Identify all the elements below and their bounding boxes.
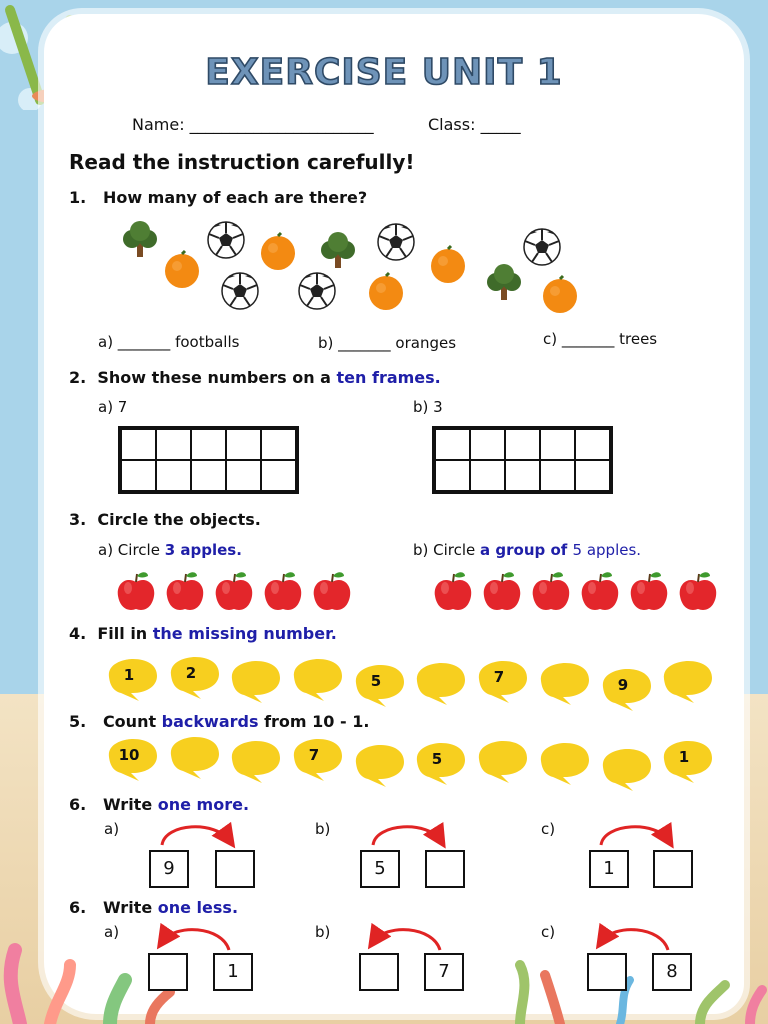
question-4: 4. Fill in the missing number. [69,624,337,643]
coral-icon [500,950,768,1024]
speech-bubble: 5 [350,663,412,707]
curved-arrow-icon [0,918,768,958]
one-less-given-a: 1 [213,953,253,991]
speech-bubble[interactable] [658,659,720,703]
apple-icon [216,572,253,610]
speech-bubble[interactable] [473,739,535,783]
one-more-label-b: b) [315,820,331,838]
orange-icon [165,251,199,288]
tree-icon [321,232,355,268]
tree-icon [487,264,521,300]
question-text: How many of each are there? [102,188,368,207]
answer-oranges[interactable]: b) _______ oranges [318,334,457,352]
tree-icon [123,221,157,257]
name-field[interactable]: Name: _______________________ [132,115,374,134]
football-icon [208,222,244,258]
ten-frame-label-a: a) 7 [98,398,128,416]
one-less-answer-c[interactable] [587,953,627,991]
question-3: 3. Circle the objects. [69,510,261,529]
football-icon [524,229,560,265]
orange-icon [369,273,403,310]
question-5: 5. Count backwards from 10 - 1. [69,712,370,731]
apple-icon [118,572,155,610]
apple-icon [435,572,472,610]
question-2: 2. Show these numbers on a ten frames. [69,368,441,387]
football-icon [222,273,258,309]
question-6-one-less: 6. Write one less. [69,898,239,917]
question-number: 1. [69,188,87,207]
circle-apples-b: b) Circle a group of 5 apples. [413,541,642,559]
speech-bubble[interactable] [226,739,288,783]
curved-arrow-icon [0,815,768,855]
speech-bubble[interactable] [535,661,597,705]
speech-bubble: 5 [411,741,473,785]
football-icon [299,273,335,309]
one-more-answer-a[interactable] [215,850,255,888]
ten-frame-a[interactable] [118,426,299,494]
page-title: EXERCISE UNIT 1 [205,52,563,93]
one-less-given-b: 7 [424,953,464,991]
circle-apples-a: a) Circle 3 apples. [98,541,242,559]
one-less-label-c: c) [541,923,556,941]
speech-bubble[interactable] [411,661,473,705]
one-more-answer-c[interactable] [653,850,693,888]
speech-bubble: 10 [103,737,165,781]
one-less-label-a: a) [104,923,120,941]
speech-bubble: 7 [473,659,535,703]
one-more-given-c: 1 [589,850,629,888]
orange-icon [543,276,577,313]
one-more-label-c: c) [541,820,556,838]
ten-frame-label-b: b) 3 [413,398,443,416]
apple-icon [680,572,717,610]
speech-bubble: 7 [288,737,350,781]
apples-row [110,568,730,614]
speech-bubble[interactable] [288,657,350,701]
question-6-one-more: 6. Write one more. [69,795,250,814]
one-more-answer-b[interactable] [425,850,465,888]
orange-icon [431,246,465,283]
speech-bubble[interactable] [597,747,659,791]
one-more-given-b: 5 [360,850,400,888]
instruction-heading: Read the instruction carefully! [69,150,415,174]
class-field[interactable]: Class: _____ [428,115,521,134]
one-less-answer-a[interactable] [148,953,188,991]
apple-icon [265,572,302,610]
apple-icon [631,572,668,610]
one-less-given-c: 8 [652,953,692,991]
one-less-answer-b[interactable] [359,953,399,991]
speech-bubble: 9 [597,667,659,711]
counting-objects [100,215,600,325]
apple-icon [484,572,521,610]
speech-bubble[interactable] [350,743,412,787]
one-more-given-a: 9 [149,850,189,888]
football-icon [378,224,414,260]
apple-icon [314,572,351,610]
speech-bubble[interactable] [535,741,597,785]
speech-bubble[interactable] [226,659,288,703]
apple-icon [582,572,619,610]
speech-bubble: 1 [103,657,165,701]
question-1 [69,188,367,207]
speech-bubble: 1 [658,739,720,783]
ten-frame-b[interactable] [432,426,613,494]
apple-icon [533,572,570,610]
one-less-label-b: b) [315,923,331,941]
apple-icon [167,572,204,610]
speech-bubble[interactable] [165,735,227,779]
speech-bubble: 2 [165,655,227,699]
one-more-label-a: a) [104,820,120,838]
orange-icon [261,233,295,270]
answer-footballs[interactable]: a) _______ footballs [98,333,240,351]
answer-trees[interactable]: c) _______ trees [543,330,658,348]
